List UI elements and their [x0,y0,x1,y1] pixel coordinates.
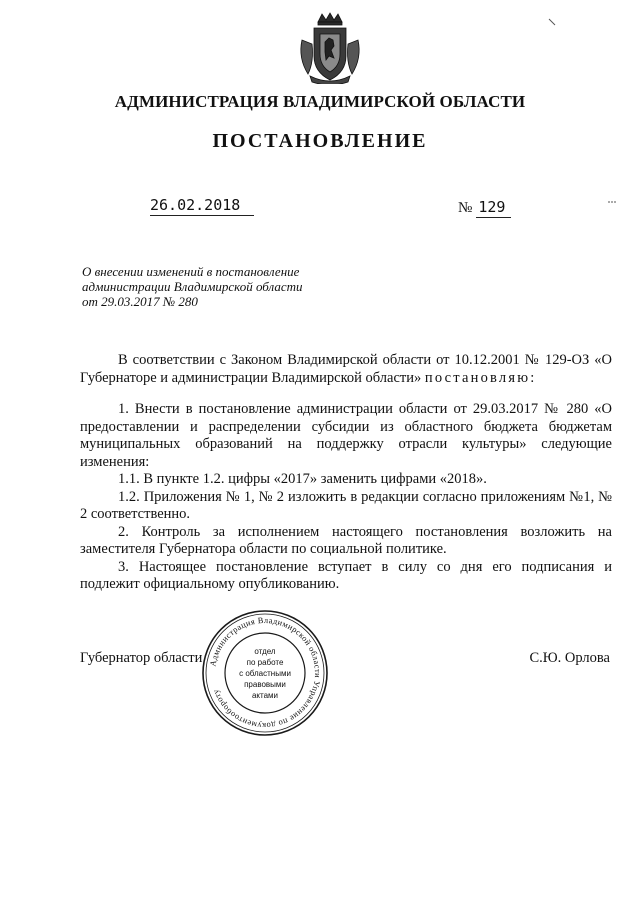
stamp-ring-text: Администрация Владимирской области Управление по документообороту [208,615,323,731]
document-body [80,352,612,594]
document-type-title: ПОСТАНОВЛЕНИЕ [212,130,428,152]
subject-line: от 29.03.2017 № 280 [82,294,198,309]
item-3: 3. Настоящее постановление вступает в силу со дня его подписания и подлежит официальному опубликованию. [80,558,612,592]
number-value: 129 [476,198,511,218]
stamp-center-line: правовыми [244,680,286,689]
item-2: 2. Контроль за исполнением настоящего постановления возложить на заместителя Губернатора области по социальной политике. [80,523,612,557]
official-stamp [200,608,330,738]
preamble-paragraph [80,352,612,387]
stamp-center-line: по работе [246,658,284,667]
organization-title: АДМИНИСТРАЦИЯ ВЛАДИМИРСКОЙ ОБЛАСТИ [114,92,526,111]
document-subject [82,264,322,309]
document-number [458,198,514,217]
item-1: 1. Внести в постановление администрации области от 29.03.2017 № 280 «О предоставлении и распределении субсидии из областного бюджета бюджетам муниципальных образований на поддержку отрасли культуры» следующие изменения: [80,401,612,470]
scan-mark [548,18,556,26]
stamp-center-line: отдел [254,647,276,656]
paragraph-gap [80,387,612,401]
signatory-name: С.Ю. Орлова [529,650,610,666]
resolve-word: постановляю: [424,369,537,386]
scan-mark [608,200,616,204]
coat-of-arms-icon [296,12,364,84]
subject-line: О внесении изменений в постановление [82,264,300,279]
preamble-text: В соответствии с Законом Владимирской области от 10.12.2001 № 129-ОЗ «О Губернаторе и администрации Владимирской области» [80,352,612,386]
stamp-center-line: с областными [239,669,291,678]
subject-line: администрации Владимирской области [82,279,303,294]
number-sign: № [458,200,473,216]
item-1-1: 1.1. В пункте 1.2. цифры «2017» заменить цифрами «2018». [118,471,487,487]
stamp-center-line: актами [251,691,279,700]
item-1-2: 1.2. Приложения № 1, № 2 изложить в редакции согласно приложениям №1, № 2 соответственно. [80,488,612,522]
document-date: 26.02.2018 [150,196,254,216]
signatory-position: Губернатор области [80,650,203,666]
